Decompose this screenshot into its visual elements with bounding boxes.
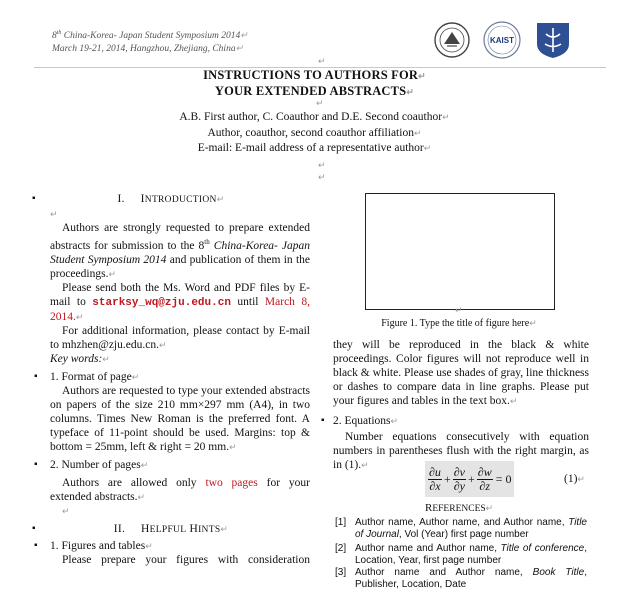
pages-paragraph: Authors are allowed only two pages for your extended abstracts.↵ <box>50 476 310 503</box>
equation-1: ∂u ∂x + $\frac{\partial v}{\partial y}$ + $\frac{\partial w}{\partial z}$ = 0 <box>425 461 514 497</box>
paper-title: INSTRUCTIONS TO AUTHORS FOR↵ YOUR EXTENDED ABSTRACTS↵ <box>203 68 426 98</box>
references-heading: REFERENCES↵ <box>425 502 494 514</box>
zju-seal-logo <box>433 20 471 60</box>
author-affiliation: Author, coauthor, second coauthor affiliation↵ <box>207 126 422 139</box>
right-column <box>321 338 589 472</box>
paragraph-mark: ↵ <box>50 209 58 219</box>
author-email: E-mail: E-mail address of a representative author↵ <box>197 142 432 154</box>
reference-item-2: [2] Author name and Author name, Title of conference, Location, Year, first page number <box>335 543 587 566</box>
introduction-heading: ▪ I. INTRODUCTION↵ <box>32 193 225 205</box>
conference-header <box>52 27 248 55</box>
figures-paragraph-continued: they will be reproduced in the black & white proceedings. Color figures will not reproduce well in black & white. Please use shades of gray, line thickness or dashes to compare data in line graphs. Please put your figures and tables in the text box.↵ <box>333 339 589 407</box>
equation-fraction-1: ∂u ∂x <box>429 464 441 493</box>
equation-fraction-3: $\frac{\partial w}{\partial z}$ <box>477 464 492 493</box>
tokyo-university-logo <box>534 20 572 60</box>
equation-fraction-2: $\frac{\partial v}{\partial y}$ <box>453 464 465 493</box>
kaist-logo-text: KAIST <box>490 36 514 45</box>
conference-line-2: March 19-21, 2014, Hangzhou, Zhejiang, China↵ <box>52 43 244 55</box>
submission-email: starksy_wq@zju.edu.cn <box>92 296 231 309</box>
conference-line-1: 8th China-Korea- Japan Student Symposium 2014↵ <box>52 30 248 42</box>
paragraph-mark: ↵ <box>318 172 326 182</box>
equations-paragraph: Number equations consecutively with equation numbers in parentheses flush with the right margin, as in (1).↵ <box>333 431 589 471</box>
equations-heading: ▪ 2. Equations↵ <box>321 415 399 427</box>
paragraph-mark: ↵ <box>318 160 326 170</box>
format-paragraph: Authors are requested to type your extended abstracts on papers of the size 210 mm×297 mm (A4), in two columns. Times New Roman is the preferred font. A typeface of 11-point should be used. Margins: top & bottom = 25mm, left & right = 20 mm.↵ <box>50 384 310 453</box>
intro-paragraph-2: Please send both the Ms. Word and PDF files by E-mail to starksy_wq@zju.edu.cn until March 8, 2014.↵ <box>50 281 311 323</box>
left-column <box>32 192 310 567</box>
figure-caption: Figure 1. Type the title of figure here↵ <box>381 318 537 329</box>
deadline-date: March 8, 2014. <box>50 295 311 323</box>
figures-paragraph: Please prepare your figures with consideration <box>62 553 310 566</box>
equation-number: (1)↵ <box>564 473 585 485</box>
figures-heading: ▪ 1. Figures and tables↵ <box>34 539 153 552</box>
paragraph-mark: ↵ <box>62 505 70 516</box>
figure-placeholder-box <box>365 193 555 310</box>
intro-paragraph-1: Authors are strongly requested to prepare extended abstracts for submission to the 8th China-Korea- Japan Student Symposium 2014 and publication of them in the proceedings.↵ <box>50 222 311 280</box>
reference-item-1: [1] Author name, Author name, and Author name, Title of Journal, Vol (Year) first page number <box>335 517 587 540</box>
reference-item-3: [3] Author name and Author name, Book Title, Publisher, Location, Date <box>335 567 587 590</box>
format-heading: ▪ 1. Format of page↵ <box>34 370 140 383</box>
keywords-line: Key words:↵ <box>50 352 110 365</box>
kaist-logo <box>480 20 524 60</box>
pages-heading: ▪ 2. Number of pages↵ <box>34 458 149 471</box>
helpful-hints-heading: ▪ II. HELPFUL HINTS↵ <box>32 522 229 535</box>
paragraph-mark: ↵ <box>455 305 463 315</box>
paragraph-mark: ↵ <box>316 98 324 108</box>
author-block <box>0 110 629 157</box>
author-names: A.B. First author, C. Coauthor and D.E. Second coauthor↵ <box>179 111 450 123</box>
intro-paragraph-3: For additional information, please contact by E-mail to mhzhen@zju.edu.cn.↵ <box>50 324 310 351</box>
paragraph-mark: ↵ <box>318 56 326 66</box>
page-limit: two pages <box>205 476 258 489</box>
